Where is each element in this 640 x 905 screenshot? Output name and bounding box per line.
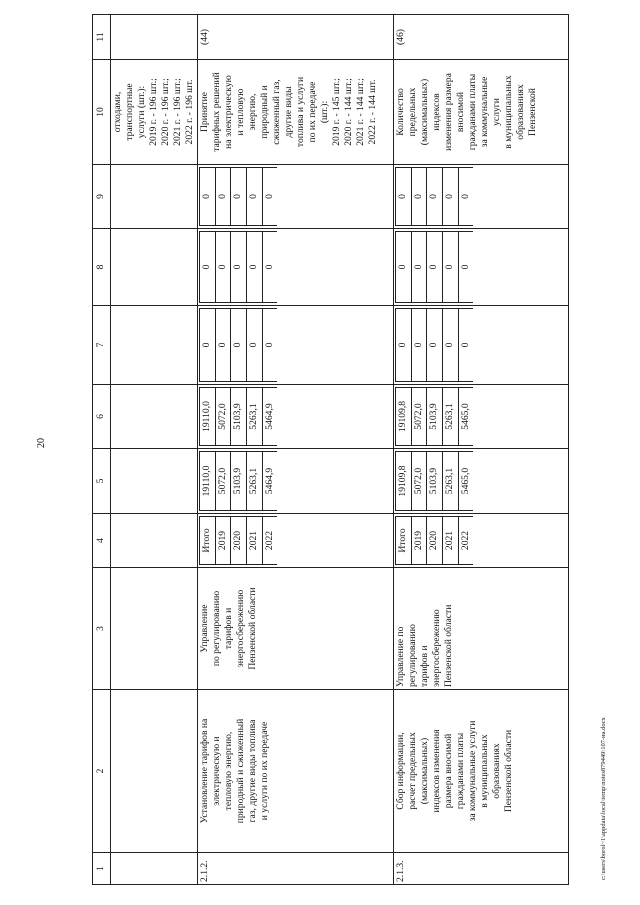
value: 0: [231, 309, 247, 382]
cell-name: Установление тарифов на электрическую и тепловую энергию, природный и сжиженный газ, другие виды топлива и услуги по их передаче: [197, 690, 393, 853]
value: 0: [262, 168, 277, 226]
cell-federal: [393, 306, 568, 385]
table-row-continuation: [111, 15, 198, 885]
cell-other: [393, 165, 568, 229]
value: 0: [215, 168, 231, 226]
year-label: 2021: [247, 517, 263, 565]
value: 5103,9: [231, 452, 247, 511]
value: 0: [458, 168, 473, 226]
cell-ref: (46): [393, 15, 568, 60]
value: 5263,1: [443, 388, 459, 446]
cell-years: [393, 514, 568, 568]
value: 5464,9: [262, 452, 277, 511]
value: 0: [262, 309, 277, 382]
cell-total: [393, 449, 568, 514]
value: 0: [427, 232, 443, 303]
value: 0: [199, 232, 215, 303]
year-label: 2022: [262, 517, 277, 565]
value: 0: [411, 309, 427, 382]
years-list: [395, 516, 474, 565]
value: 5263,1: [443, 452, 459, 511]
value: 0: [199, 309, 215, 382]
value: 0: [231, 232, 247, 303]
value: 0: [411, 232, 427, 303]
table-row-2-1-3: [393, 15, 568, 885]
cell-ref: [111, 15, 198, 60]
year-label: Итого: [199, 517, 215, 565]
year-label: 2021: [443, 517, 459, 565]
value: 0: [443, 232, 459, 303]
value: 5072,0: [411, 388, 427, 446]
values-list: [199, 231, 278, 303]
program-table: [92, 14, 569, 885]
footer-file-path: c:\users\borol~1\appdata\local\temp\notes879449\107-на.docx: [600, 717, 607, 880]
value: 5465,0: [458, 452, 473, 511]
values-list: [199, 387, 278, 446]
value: 5464,9: [262, 388, 277, 446]
header-cell: 5: [93, 449, 111, 514]
year-label: 2020: [231, 517, 247, 565]
table-row-2-1-2: [197, 15, 393, 885]
value: 19109,8: [395, 452, 411, 511]
values-list: [395, 308, 474, 382]
header-cell: 6: [93, 385, 111, 449]
header-row: [93, 15, 111, 885]
value: 0: [443, 168, 459, 226]
cell-executor: Управление по регулированию тарифов и энергосбережению Пензенской области: [197, 568, 393, 690]
cell-total: [111, 449, 198, 514]
value: 0: [247, 168, 263, 226]
value: 0: [215, 309, 231, 382]
value: 0: [427, 309, 443, 382]
value: 0: [395, 168, 411, 226]
cell-years: [197, 514, 393, 568]
value: 0: [411, 168, 427, 226]
value: 5072,0: [411, 452, 427, 511]
header-cell: 2: [93, 690, 111, 853]
values-list: [199, 451, 278, 511]
year-label: 2020: [427, 517, 443, 565]
value: 0: [247, 309, 263, 382]
cell-name: Сбор информации, расчет предельных (максимальных) индексов изменения размера вносимой гражданами платы за коммунальные услуги в муниципальных образованиях Пензенской области: [393, 690, 568, 853]
header-cell: 9: [93, 165, 111, 229]
cell-num: 2.1.2.: [197, 853, 393, 885]
value: 0: [262, 232, 277, 303]
value: 0: [427, 168, 443, 226]
value: 0: [395, 309, 411, 382]
header-cell: 8: [93, 229, 111, 306]
page-number: 20: [36, 438, 47, 448]
cell-municipal: [393, 229, 568, 306]
header-cell: 1: [93, 853, 111, 885]
value: 5103,9: [427, 452, 443, 511]
cell-total: [197, 449, 393, 514]
value: 0: [443, 309, 459, 382]
rotated-table-container: [92, 15, 582, 885]
year-label: Итого: [395, 517, 411, 565]
values-list: [395, 231, 474, 303]
value: 0: [215, 232, 231, 303]
value: 0: [395, 232, 411, 303]
cell-federal: [111, 306, 198, 385]
cell-ref: (44): [197, 15, 393, 60]
header-cell: 7: [93, 306, 111, 385]
year-label: 2019: [215, 517, 231, 565]
cell-executor: Управление по регулированию тарифов и энергосбережению Пензенской области: [393, 568, 568, 690]
value: 0: [247, 232, 263, 303]
value: 0: [458, 232, 473, 303]
cell-municipal: [111, 229, 198, 306]
value: 19110,0: [199, 452, 215, 511]
cell-num: 2.1.3.: [393, 853, 568, 885]
year-label: 2022: [458, 517, 473, 565]
values-list: [395, 451, 474, 511]
cell-indicator: Принятие тарифных решений на электрическую и тепловую энергию, природный и сжиженный газ, другие виды топлива и услуги по их передаче (шт.): 2019 г. - 145 шт.; 2020 г. - 144 шт.; 2021 г. - 144 шт.; 2022 г. - 144 шт.: [197, 60, 393, 165]
cell-municipal: [197, 229, 393, 306]
values-list: [395, 167, 474, 226]
value: 5263,1: [247, 388, 263, 446]
cell-regional: [393, 385, 568, 449]
value: 19110,0: [199, 388, 215, 446]
value: 5263,1: [247, 452, 263, 511]
year-label: 2019: [411, 517, 427, 565]
years-list: [199, 516, 278, 565]
header-cell: 4: [93, 514, 111, 568]
value: 0: [231, 168, 247, 226]
header-cell: 11: [93, 15, 111, 60]
cell-indicator: Количество предельных (максимальных) индексов изменения размера вносимой гражданами платы за коммунальные услуги в муниципальных образованиях Пензенской: [393, 60, 568, 165]
cell-other: [111, 165, 198, 229]
values-list: [199, 308, 278, 382]
header-cell: 10: [93, 60, 111, 165]
cell-federal: [197, 306, 393, 385]
value: 5072,0: [215, 452, 231, 511]
value: 5103,9: [231, 388, 247, 446]
cell-years: [111, 514, 198, 568]
cell-indicator: отходами, транспортные услуги (шт.): 2019 г. - 196 шт.; 2020 г. - 196 шт.; 2021 г. - 196 шт.; 2022 г. - 196 шт.: [111, 60, 198, 165]
cell-name: [111, 690, 198, 853]
value: 0: [458, 309, 473, 382]
value: 5465,0: [458, 388, 473, 446]
cell-regional: [111, 385, 198, 449]
cell-num: [111, 853, 198, 885]
value: 5103,9: [427, 388, 443, 446]
value: 19109,8: [395, 388, 411, 446]
values-list: [199, 167, 278, 226]
values-list: [395, 387, 474, 446]
cell-other: [197, 165, 393, 229]
cell-regional: [197, 385, 393, 449]
value: 5072,0: [215, 388, 231, 446]
value: 0: [199, 168, 215, 226]
cell-executor: [111, 568, 198, 690]
header-cell: 3: [93, 568, 111, 690]
